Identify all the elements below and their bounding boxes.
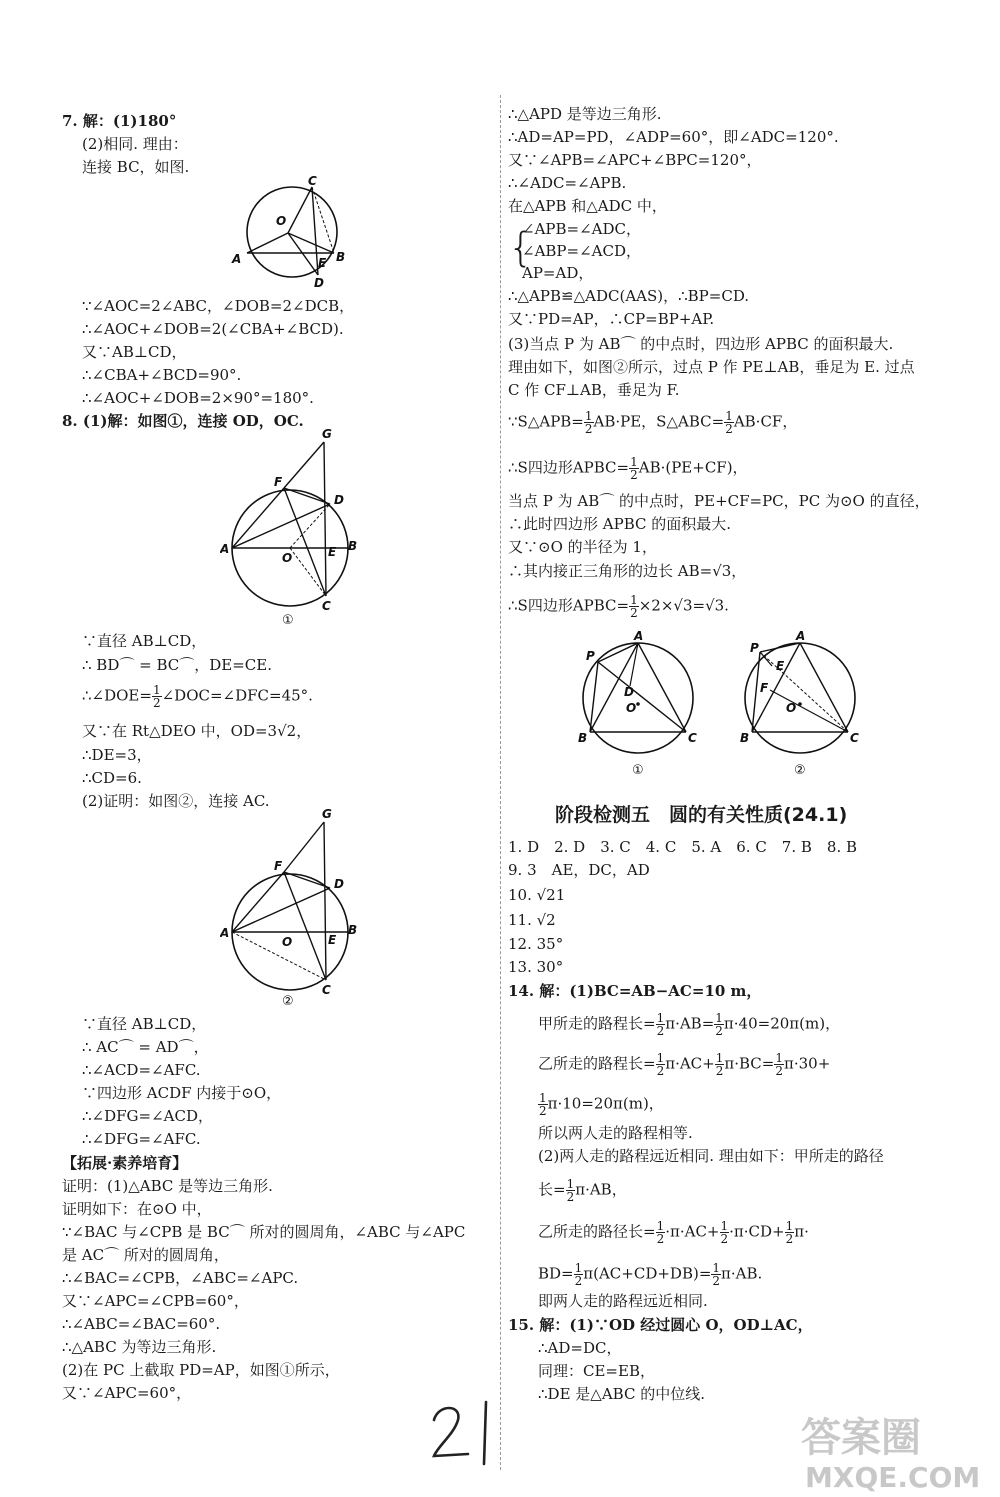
q14-line-10: 即两人走的路程远近相同.: [538, 1292, 708, 1310]
label-C: C: [322, 599, 331, 613]
label-B: B: [740, 731, 750, 745]
answers-line-2: 9. 3 AE，DC，AD: [508, 861, 650, 879]
figure-caption: ①: [282, 613, 294, 626]
q7-line-1: 7. 解：(1)180°: [62, 112, 177, 130]
q8-line-10: ∴ AC⌒ = AD⌒，: [82, 1038, 209, 1056]
q7-line-7: ∴∠CBA+∠BCD=90°.: [82, 366, 242, 384]
section-title: 阶段检测五 圆的有关性质(24.1): [555, 804, 848, 826]
label-E: E: [328, 545, 337, 559]
q8-line-3: ∴ BD⌒ = BC⌒，DE=CE.: [82, 656, 272, 674]
q14-line-8: 乙所走的路径长= $\frac{1}{2}$ ·π·AC+ $\frac{1}{2}$ ·π·CD+ $\frac{1}{2}$ π·: [538, 1219, 809, 1246]
p1-line-16: 当点 P 为 AB⌒ 的中点时，PE+CF=PC，PC 为⊙O 的直径，: [508, 492, 930, 510]
q15-line-3: 同理：CE=EB，: [538, 1362, 655, 1380]
label-G: G: [322, 428, 332, 441]
figure-caption: ②: [794, 763, 806, 778]
watermark-logo: [791, 1401, 996, 1493]
q14-line-7: 长= $\frac{1}{2}$ π·AB，: [538, 1177, 627, 1204]
label-P: P: [750, 641, 759, 655]
q7-line-2: (2)相同. 理由：: [82, 135, 188, 153]
q14-line-4: $\frac{1}{2}$ π·10=20π(m)，: [539, 1091, 664, 1118]
ext-line-5: ∴∠BAC=∠CPB，∠ABC=∠APC.: [62, 1269, 299, 1287]
ext-line-8: ∴△ABC 为等边三角形.: [62, 1338, 217, 1356]
label-B: B: [348, 923, 358, 937]
p1-line-12: 理由如下，如图②所示，过点 P 作 PE⊥AB，垂足为 E. 过点: [508, 358, 915, 376]
label-A: A: [220, 926, 230, 940]
extension-heading: 【拓展·素养培育】: [62, 1154, 188, 1172]
label-C: C: [322, 983, 331, 997]
label-C: C: [850, 731, 859, 745]
p1-line-4: ∴∠ADC=∠APB.: [508, 174, 627, 192]
q8-line-8: (2)证明：如图②，连接 AC.: [82, 792, 270, 810]
ext-line-6: 又∵∠APC=∠CPB=60°，: [62, 1292, 249, 1310]
q7-line-4: ∵∠AOC=2∠ABC，∠DOB=2∠DCB，: [82, 297, 355, 315]
ext-line-3: ∵∠BAC 与∠CPB 是 BC⌒ 所对的圆周角，∠ABC 与∠APC: [62, 1223, 466, 1241]
label-B: B: [336, 250, 346, 264]
q8-figure-2: [220, 808, 370, 1006]
label-F: F: [274, 859, 283, 873]
q8-line-11: ∴∠ACD=∠AFC.: [82, 1061, 201, 1079]
ext-line-7: ∴∠ABC=∠BAC=60°.: [62, 1315, 221, 1333]
answers-line-1: 1. D 2. D 3. C 4. C 5. A 6. C 7. B 8. B: [508, 838, 857, 856]
ext-line-9: (2)在 PC 上截取 PD=AP，如图①所示，: [62, 1361, 340, 1379]
q7-figure: [230, 175, 360, 290]
answers-line-3: 10. √21: [508, 886, 566, 904]
q8-line-6: ∴DE=3，: [82, 746, 152, 764]
label-B: B: [348, 539, 358, 553]
q14-line-9: BD= $\frac{1}{2}$ π(AC+CD+DB)= $\frac{1}{2}$ π·AB.: [538, 1261, 763, 1288]
p1-line-19: ∴其内接正三角形的边长 AB=√3，: [508, 562, 747, 580]
ext-figure-1: [576, 628, 716, 778]
label-O: O: [276, 214, 287, 228]
p1-line-1: ∴△APD 是等边三角形.: [508, 105, 662, 123]
ext-figure-2: [738, 628, 878, 778]
q8-line-7: ∴CD=6.: [82, 769, 142, 787]
label-D: D: [334, 493, 344, 507]
q8-line-1: 8. (1)解：如图①，连接 OD，OC.: [62, 412, 304, 430]
ext-line-1: 证明：(1)△ABC 是等边三角形.: [62, 1177, 273, 1195]
answers-line-6: 13. 30°: [508, 958, 564, 976]
ext-line-2: 证明如下：在⊙O 中，: [62, 1200, 212, 1218]
q8-line-9: ∵直径 AB⊥CD，: [82, 1015, 207, 1033]
label-F: F: [274, 475, 283, 489]
q8-line-4: ∴∠DOE= $\frac{1}{2}$ ∠DOC=∠DFC=45°.: [82, 683, 313, 710]
answers-line-4: 11. √2: [508, 911, 556, 929]
label-E: E: [328, 933, 337, 947]
label-A: A: [232, 252, 242, 266]
label-P: P: [586, 649, 595, 663]
q15-line-2: ∴AD=DC，: [538, 1339, 622, 1357]
label-A: A: [796, 629, 806, 643]
label-A: A: [220, 542, 230, 556]
p1-line-10: 又∵PD=AP，∴CP=BP+AP.: [508, 310, 715, 328]
label-O: O: [786, 701, 797, 715]
q14-line-6: (2)两人走的路程远近相同. 理由如下：甲所走的路径: [538, 1147, 884, 1165]
p1-line-5: 在△APB 和△ADC 中，: [508, 197, 667, 215]
q8-line-12: ∵四边形 ACDF 内接于⊙O，: [82, 1084, 282, 1102]
q7-line-8: ∴∠AOC+∠DOB=2×90°=180°.: [82, 389, 314, 407]
figure-caption: ②: [282, 994, 294, 1006]
label-O: O: [282, 551, 293, 565]
q7-line-5: ∴∠AOC+∠DOB=2(∠CBA+∠BCD).: [82, 320, 344, 338]
label-E: E: [318, 256, 327, 270]
q14-line-3: 乙所走的路程长= $\frac{1}{2}$ π·AC+ $\frac{1}{2}$ π·BC= $\frac{1}{2}$ π·30+: [538, 1051, 831, 1078]
q8-line-14: ∴∠DFG=∠AFC.: [82, 1130, 201, 1148]
p1-line-11: (3)当点 P 为 AB⌒ 的中点时，四边形 APBC 的面积最大.: [508, 335, 894, 353]
label-D: D: [314, 276, 324, 290]
p1-line-20: ∴S四边形APBC= $\frac{1}{2}$ ×2×√3=√3.: [508, 593, 729, 620]
p1-line-3: 又∵∠APB=∠APC+∠BPC=120°，: [508, 151, 762, 169]
p1-line-8: AP=AD，: [522, 264, 594, 282]
label-C: C: [308, 175, 317, 188]
answers-line-5: 12. 35°: [508, 935, 564, 953]
p1-line-14: ∵S△APB= $\frac{1}{2}$ AB·PE，S△ABC= $\frac{1}{2}$ AB·CF，: [508, 409, 798, 436]
label-C: C: [688, 731, 697, 745]
label-O: O: [282, 935, 293, 949]
q15-line-1: 15. 解：(1)∵OD 经过圆心 O，OD⊥AC，: [508, 1316, 813, 1334]
p1-line-13: C 作 CF⊥AB，垂足为 F.: [508, 381, 680, 399]
handwritten-page-number: [428, 1398, 508, 1468]
q15-line-4: ∴DE 是△ABC 的中位线.: [538, 1385, 705, 1403]
brace: {: [508, 225, 534, 271]
label-F: F: [760, 681, 769, 695]
q7-line-6: 又∵AB⊥CD，: [82, 343, 187, 361]
column-divider: [500, 95, 501, 1470]
label-D: D: [334, 877, 344, 891]
p1-line-18: 又∵⊙O 的半径为 1，: [508, 538, 657, 556]
q14-line-1: 14. 解：(1)BC=AB−AC=10 m，: [508, 982, 762, 1000]
watermark-line-1: 答案圈: [801, 1415, 921, 1461]
label-B: B: [578, 731, 588, 745]
ext-line-10: 又∵∠APC=60°，: [62, 1384, 192, 1402]
p1-line-6: ∠APB=∠ADC，: [522, 220, 641, 238]
q8-figure-1: [220, 428, 370, 626]
q7-line-3: 连接 BC，如图.: [82, 158, 190, 176]
p1-line-17: ∴此时四边形 APBC 的面积最大.: [508, 515, 732, 533]
q14-line-2: 甲所走的路程长= $\frac{1}{2}$ π·AB= $\frac{1}{2}$ π·40=20π(m)，: [538, 1011, 841, 1038]
p1-line-9: ∴△APB≌△ADC(AAS)，∴BP=CD.: [508, 287, 750, 305]
watermark-line-2: MXQE.COM: [805, 1461, 981, 1493]
label-O: O: [626, 701, 637, 715]
q14-line-5: 所以两人走的路程相等.: [538, 1124, 693, 1142]
label-D: D: [624, 685, 634, 699]
ext-line-4: 是 AC⌒ 所对的圆周角，: [62, 1246, 229, 1264]
p1-line-15: ∴S四边形APBC= $\frac{1}{2}$ AB·(PE+CF)，: [508, 455, 748, 482]
figure-caption: ①: [632, 763, 644, 778]
label-G: G: [322, 808, 332, 821]
p1-line-7: ∠ABP=∠ACD，: [522, 242, 641, 260]
p1-line-2: ∴AD=AP=PD，∠ADP=60°，即∠ADC=120°.: [508, 128, 839, 146]
q8-line-5: 又∵在 Rt△DEO 中，OD=3√2，: [82, 722, 312, 740]
label-A: A: [634, 629, 644, 643]
label-E: E: [776, 659, 785, 673]
q8-line-13: ∴∠DFG=∠ACD，: [82, 1107, 214, 1125]
q8-line-2: ∵直径 AB⊥CD，: [82, 632, 207, 650]
